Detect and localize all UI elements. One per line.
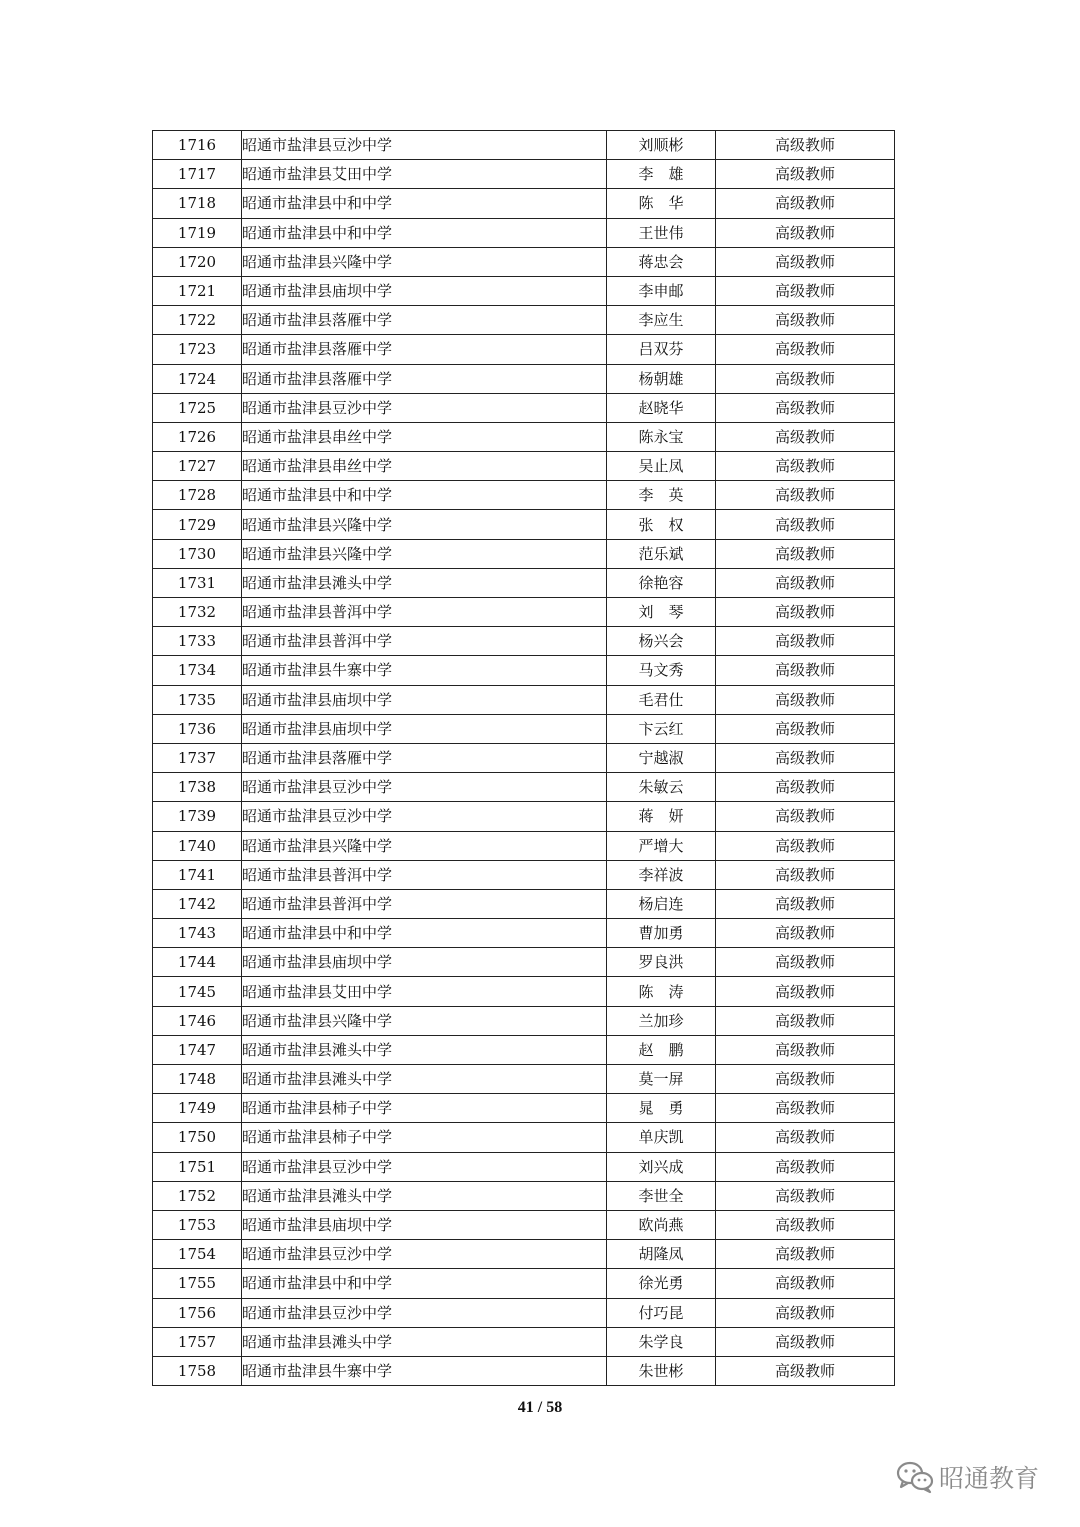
teacher-name-cell: 单庆凯	[607, 1123, 716, 1152]
school-cell: 昭通市盐津县庙坝中学	[242, 685, 607, 714]
serial-number-cell: 1718	[153, 189, 242, 218]
title-cell: 高级教师	[716, 306, 895, 335]
title-cell: 高级教师	[716, 335, 895, 364]
teacher-name-cell: 卞云红	[607, 714, 716, 743]
teacher-name-cell: 张 权	[607, 510, 716, 539]
table-row	[153, 598, 895, 627]
table-row	[153, 452, 895, 481]
serial-number-cell: 1756	[153, 1298, 242, 1327]
table-row	[153, 1094, 895, 1123]
table-row	[153, 364, 895, 393]
teacher-name-cell: 兰加珍	[607, 1006, 716, 1035]
school-cell: 昭通市盐津县普洱中学	[242, 889, 607, 918]
table-row	[153, 1240, 895, 1269]
title-cell: 高级教师	[716, 568, 895, 597]
school-cell: 昭通市盐津县中和中学	[242, 1269, 607, 1298]
teacher-name-cell: 李 雄	[607, 160, 716, 189]
serial-number-cell: 1723	[153, 335, 242, 364]
teacher-name-cell: 李 英	[607, 481, 716, 510]
serial-number-cell: 1732	[153, 598, 242, 627]
table-row	[153, 539, 895, 568]
school-cell: 昭通市盐津县庙坝中学	[242, 948, 607, 977]
serial-number-cell: 1743	[153, 919, 242, 948]
school-cell: 昭通市盐津县普洱中学	[242, 598, 607, 627]
title-cell: 高级教师	[716, 1123, 895, 1152]
school-cell: 昭通市盐津县庙坝中学	[242, 276, 607, 305]
school-cell: 昭通市盐津县艾田中学	[242, 977, 607, 1006]
title-cell: 高级教师	[716, 714, 895, 743]
title-cell: 高级教师	[716, 247, 895, 276]
table-row	[153, 276, 895, 305]
title-cell: 高级教师	[716, 393, 895, 422]
serial-number-cell: 1721	[153, 276, 242, 305]
title-cell: 高级教师	[716, 773, 895, 802]
school-cell: 昭通市盐津县落雁中学	[242, 364, 607, 393]
table-row	[153, 977, 895, 1006]
table-row	[153, 1356, 895, 1385]
school-cell: 昭通市盐津县豆沙中学	[242, 1152, 607, 1181]
teacher-name-cell: 刘顺彬	[607, 131, 716, 160]
title-cell: 高级教师	[716, 1152, 895, 1181]
table-row	[153, 685, 895, 714]
table-row	[153, 1035, 895, 1064]
table-row	[153, 1152, 895, 1181]
table-row	[153, 802, 895, 831]
serial-number-cell: 1746	[153, 1006, 242, 1035]
table-row	[153, 714, 895, 743]
table-row	[153, 656, 895, 685]
title-cell: 高级教师	[716, 364, 895, 393]
serial-number-cell: 1726	[153, 422, 242, 451]
serial-number-cell: 1755	[153, 1269, 242, 1298]
title-cell: 高级教师	[716, 598, 895, 627]
serial-number-cell: 1731	[153, 568, 242, 597]
table-row	[153, 1210, 895, 1239]
title-cell: 高级教师	[716, 977, 895, 1006]
teacher-name-cell: 王世伟	[607, 218, 716, 247]
school-cell: 昭通市盐津县豆沙中学	[242, 131, 607, 160]
teacher-name-cell: 赵晓华	[607, 393, 716, 422]
teacher-name-cell: 付巧昆	[607, 1298, 716, 1327]
title-cell: 高级教师	[716, 1006, 895, 1035]
table-row	[153, 919, 895, 948]
serial-number-cell: 1722	[153, 306, 242, 335]
table-row	[153, 481, 895, 510]
serial-number-cell: 1734	[153, 656, 242, 685]
school-cell: 昭通市盐津县兴隆中学	[242, 831, 607, 860]
teacher-name-cell: 吕双芬	[607, 335, 716, 364]
title-cell: 高级教师	[716, 1210, 895, 1239]
school-cell: 昭通市盐津县普洱中学	[242, 860, 607, 889]
teacher-name-cell: 莫一屏	[607, 1065, 716, 1094]
teacher-name-cell: 蒋 妍	[607, 802, 716, 831]
title-cell: 高级教师	[716, 685, 895, 714]
school-cell: 昭通市盐津县串丝中学	[242, 422, 607, 451]
serial-number-cell: 1745	[153, 977, 242, 1006]
school-cell: 昭通市盐津县豆沙中学	[242, 802, 607, 831]
teacher-name-cell: 徐艳容	[607, 568, 716, 597]
school-cell: 昭通市盐津县庙坝中学	[242, 714, 607, 743]
title-cell: 高级教师	[716, 1269, 895, 1298]
teacher-name-cell: 刘兴成	[607, 1152, 716, 1181]
table-row	[153, 306, 895, 335]
serial-number-cell: 1728	[153, 481, 242, 510]
school-cell: 昭通市盐津县兴隆中学	[242, 247, 607, 276]
teacher-name-cell: 曹加勇	[607, 919, 716, 948]
teacher-name-cell: 李应生	[607, 306, 716, 335]
table-row	[153, 1123, 895, 1152]
page-number: 41 / 58	[517, 1399, 563, 1416]
table-row	[153, 627, 895, 656]
serial-number-cell: 1751	[153, 1152, 242, 1181]
roster-table	[152, 130, 895, 1386]
school-cell: 昭通市盐津县普洱中学	[242, 627, 607, 656]
title-cell: 高级教师	[716, 1094, 895, 1123]
title-cell: 高级教师	[716, 160, 895, 189]
school-cell: 昭通市盐津县豆沙中学	[242, 393, 607, 422]
serial-number-cell: 1750	[153, 1123, 242, 1152]
teacher-name-cell: 李祥波	[607, 860, 716, 889]
school-cell: 昭通市盐津县豆沙中学	[242, 1298, 607, 1327]
serial-number-cell: 1738	[153, 773, 242, 802]
school-cell: 昭通市盐津县豆沙中学	[242, 1240, 607, 1269]
title-cell: 高级教师	[716, 831, 895, 860]
title-cell: 高级教师	[716, 1065, 895, 1094]
teacher-name-cell: 杨启连	[607, 889, 716, 918]
serial-number-cell: 1752	[153, 1181, 242, 1210]
serial-number-cell: 1727	[153, 452, 242, 481]
serial-number-cell: 1730	[153, 539, 242, 568]
table-row	[153, 218, 895, 247]
teacher-name-cell: 胡隆凤	[607, 1240, 716, 1269]
title-cell: 高级教师	[716, 889, 895, 918]
school-cell: 昭通市盐津县落雁中学	[242, 306, 607, 335]
school-cell: 昭通市盐津县滩头中学	[242, 568, 607, 597]
title-cell: 高级教师	[716, 948, 895, 977]
title-cell: 高级教师	[716, 1240, 895, 1269]
table-row	[153, 189, 895, 218]
school-cell: 昭通市盐津县中和中学	[242, 218, 607, 247]
serial-number-cell: 1733	[153, 627, 242, 656]
serial-number-cell: 1757	[153, 1327, 242, 1356]
teacher-name-cell: 朱世彬	[607, 1356, 716, 1385]
watermark-text: 昭通教育	[939, 1464, 1040, 1493]
serial-number-cell: 1758	[153, 1356, 242, 1385]
title-cell: 高级教师	[716, 189, 895, 218]
school-cell: 昭通市盐津县艾田中学	[242, 160, 607, 189]
school-cell: 昭通市盐津县兴隆中学	[242, 539, 607, 568]
table-row	[153, 1298, 895, 1327]
school-cell: 昭通市盐津县柿子中学	[242, 1123, 607, 1152]
teacher-name-cell: 罗良洪	[607, 948, 716, 977]
title-cell: 高级教师	[716, 1298, 895, 1327]
serial-number-cell: 1742	[153, 889, 242, 918]
serial-number-cell: 1740	[153, 831, 242, 860]
school-cell: 昭通市盐津县兴隆中学	[242, 510, 607, 539]
school-cell: 昭通市盐津县滩头中学	[242, 1065, 607, 1094]
school-cell: 昭通市盐津县庙坝中学	[242, 1210, 607, 1239]
serial-number-cell: 1747	[153, 1035, 242, 1064]
title-cell: 高级教师	[716, 276, 895, 305]
table-row	[153, 1065, 895, 1094]
school-cell: 昭通市盐津县柿子中学	[242, 1094, 607, 1123]
title-cell: 高级教师	[716, 627, 895, 656]
teacher-name-cell: 杨兴会	[607, 627, 716, 656]
table-row	[153, 422, 895, 451]
serial-number-cell: 1739	[153, 802, 242, 831]
serial-number-cell: 1725	[153, 393, 242, 422]
title-cell: 高级教师	[716, 743, 895, 772]
serial-number-cell: 1716	[153, 131, 242, 160]
title-cell: 高级教师	[716, 1181, 895, 1210]
title-cell: 高级教师	[716, 539, 895, 568]
teacher-name-cell: 范乐斌	[607, 539, 716, 568]
teacher-name-cell: 陈 涛	[607, 977, 716, 1006]
serial-number-cell: 1737	[153, 743, 242, 772]
title-cell: 高级教师	[716, 1356, 895, 1385]
serial-number-cell: 1736	[153, 714, 242, 743]
table-row	[153, 160, 895, 189]
title-cell: 高级教师	[716, 452, 895, 481]
serial-number-cell: 1748	[153, 1065, 242, 1094]
serial-number-cell: 1729	[153, 510, 242, 539]
serial-number-cell: 1720	[153, 247, 242, 276]
title-cell: 高级教师	[716, 218, 895, 247]
table-row	[153, 1006, 895, 1035]
table-row	[153, 1327, 895, 1356]
teacher-name-cell: 毛君仕	[607, 685, 716, 714]
teacher-name-cell: 李申邮	[607, 276, 716, 305]
school-cell: 昭通市盐津县牛寨中学	[242, 656, 607, 685]
watermark	[895, 1455, 1039, 1499]
serial-number-cell: 1741	[153, 860, 242, 889]
roster-table-body	[153, 131, 895, 1386]
teacher-name-cell: 陈永宝	[607, 422, 716, 451]
title-cell: 高级教师	[716, 1327, 895, 1356]
table-row	[153, 860, 895, 889]
title-cell: 高级教师	[716, 422, 895, 451]
table-row	[153, 889, 895, 918]
teacher-name-cell: 蒋忠会	[607, 247, 716, 276]
table-row	[153, 131, 895, 160]
school-cell: 昭通市盐津县中和中学	[242, 919, 607, 948]
title-cell: 高级教师	[716, 131, 895, 160]
teacher-name-cell: 朱敏云	[607, 773, 716, 802]
table-row	[153, 831, 895, 860]
teacher-name-cell: 严增大	[607, 831, 716, 860]
teacher-name-cell: 李世全	[607, 1181, 716, 1210]
table-row	[153, 948, 895, 977]
title-cell: 高级教师	[716, 481, 895, 510]
serial-number-cell: 1753	[153, 1210, 242, 1239]
table-row	[153, 510, 895, 539]
title-cell: 高级教师	[716, 510, 895, 539]
title-cell: 高级教师	[716, 802, 895, 831]
school-cell: 昭通市盐津县串丝中学	[242, 452, 607, 481]
school-cell: 昭通市盐津县豆沙中学	[242, 773, 607, 802]
teacher-name-cell: 陈 华	[607, 189, 716, 218]
teacher-name-cell: 赵 鹏	[607, 1035, 716, 1064]
school-cell: 昭通市盐津县兴隆中学	[242, 1006, 607, 1035]
school-cell: 昭通市盐津县牛寨中学	[242, 1356, 607, 1385]
serial-number-cell: 1744	[153, 948, 242, 977]
serial-number-cell: 1719	[153, 218, 242, 247]
teacher-name-cell: 吴止凤	[607, 452, 716, 481]
school-cell: 昭通市盐津县中和中学	[242, 189, 607, 218]
title-cell: 高级教师	[716, 860, 895, 889]
teacher-name-cell: 朱学良	[607, 1327, 716, 1356]
title-cell: 高级教师	[716, 1035, 895, 1064]
table-row	[153, 247, 895, 276]
table-row	[153, 393, 895, 422]
title-cell: 高级教师	[716, 656, 895, 685]
table-row	[153, 743, 895, 772]
school-cell: 昭通市盐津县滩头中学	[242, 1327, 607, 1356]
serial-number-cell: 1735	[153, 685, 242, 714]
teacher-name-cell: 马文秀	[607, 656, 716, 685]
school-cell: 昭通市盐津县中和中学	[242, 481, 607, 510]
table-row	[153, 1181, 895, 1210]
teacher-name-cell: 刘 琴	[607, 598, 716, 627]
teacher-name-cell: 欧尚燕	[607, 1210, 716, 1239]
school-cell: 昭通市盐津县滩头中学	[242, 1035, 607, 1064]
table-row	[153, 1269, 895, 1298]
title-cell: 高级教师	[716, 919, 895, 948]
teacher-name-cell: 晁 勇	[607, 1094, 716, 1123]
serial-number-cell: 1717	[153, 160, 242, 189]
serial-number-cell: 1749	[153, 1094, 242, 1123]
teacher-name-cell: 徐光勇	[607, 1269, 716, 1298]
table-row	[153, 568, 895, 597]
table-row	[153, 773, 895, 802]
school-cell: 昭通市盐津县落雁中学	[242, 335, 607, 364]
teacher-name-cell: 杨朝雄	[607, 364, 716, 393]
teacher-name-cell: 宁越淑	[607, 743, 716, 772]
school-cell: 昭通市盐津县落雁中学	[242, 743, 607, 772]
serial-number-cell: 1724	[153, 364, 242, 393]
wechat-icon	[895, 1460, 935, 1494]
serial-number-cell: 1754	[153, 1240, 242, 1269]
school-cell: 昭通市盐津县滩头中学	[242, 1181, 607, 1210]
table-row	[153, 335, 895, 364]
